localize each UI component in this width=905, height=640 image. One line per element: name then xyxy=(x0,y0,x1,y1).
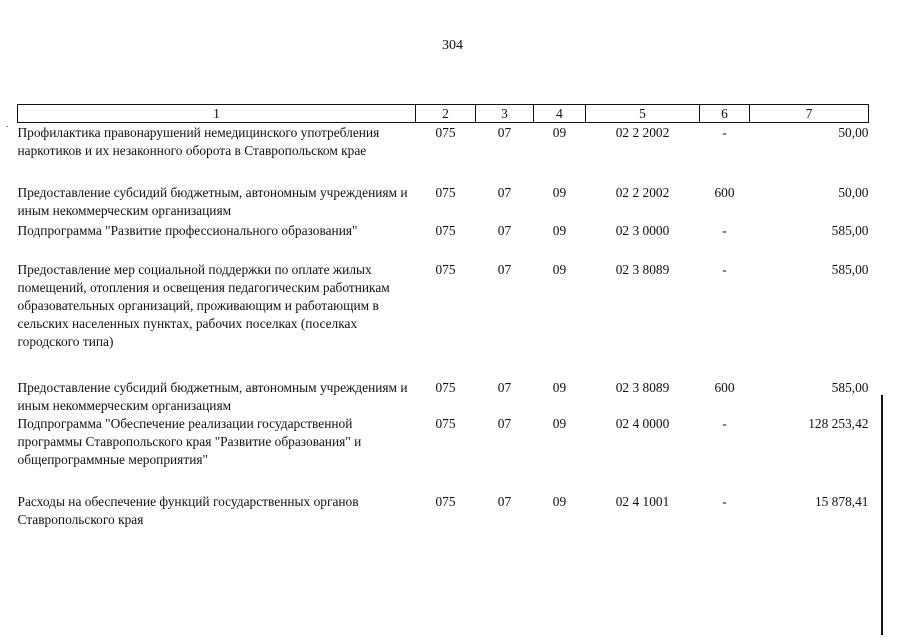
row-target-article: 02 4 0000 xyxy=(615,416,670,431)
row-expense-type: - xyxy=(722,416,727,431)
row-expense-type: - xyxy=(722,223,727,238)
page-edge-line xyxy=(881,395,883,635)
row-target-article: 02 3 8089 xyxy=(615,262,670,277)
budget-table xyxy=(17,104,869,533)
row-ministry-code: 075 xyxy=(435,416,456,431)
header-col-6: 6 xyxy=(700,105,750,123)
row-section: 07 xyxy=(497,380,512,395)
row-ministry-code: 075 xyxy=(435,125,456,140)
row-subsection: 09 xyxy=(552,494,567,509)
row-expense-type: 600 xyxy=(714,380,735,395)
row-name: Профилактика правонарушений немедицинского употребления наркотиков и их незаконного оборота в Ставропольском крае xyxy=(17,125,380,158)
row-amount: 15 878,41 xyxy=(814,494,869,509)
row-subsection: 09 xyxy=(552,223,567,238)
header-col-4: 4 xyxy=(534,105,586,123)
row-ministry-code: 075 xyxy=(435,223,456,238)
scan-speck xyxy=(6,126,8,127)
row-ministry-code: 075 xyxy=(435,185,456,200)
row-expense-type: - xyxy=(722,262,727,277)
header-row xyxy=(18,105,869,123)
row-subsection: 09 xyxy=(552,185,567,200)
table-row xyxy=(18,222,869,260)
row-amount: 50,00 xyxy=(838,185,869,200)
row-target-article: 02 3 8089 xyxy=(615,380,670,395)
header-col-5: 5 xyxy=(586,105,700,123)
table-row xyxy=(18,415,869,490)
page-number: 304 xyxy=(442,38,463,53)
row-expense-type: - xyxy=(722,494,727,509)
row-ministry-code: 075 xyxy=(435,380,456,395)
row-ministry-code: 075 xyxy=(435,494,456,509)
row-name: Подпрограмма "Обеспечение реализации государственной программы Ставропольского края "Развитие образования" и общепрограммные мероприятия" xyxy=(17,416,362,467)
table-row xyxy=(18,490,869,533)
table-row xyxy=(18,260,869,374)
row-name: Предоставление субсидий бюджетным, автономным учреждениям и иным некоммерческим организациям xyxy=(17,380,408,413)
header-col-7: 7 xyxy=(750,105,869,123)
row-expense-type: 600 xyxy=(714,185,735,200)
header-col-2: 2 xyxy=(416,105,476,123)
row-section: 07 xyxy=(497,223,512,238)
row-subsection: 09 xyxy=(552,416,567,431)
row-section: 07 xyxy=(497,494,512,509)
row-expense-type: - xyxy=(722,125,727,140)
row-subsection: 09 xyxy=(552,125,567,140)
table-row xyxy=(18,374,869,415)
header-col-3: 3 xyxy=(476,105,534,123)
row-subsection: 09 xyxy=(552,262,567,277)
row-target-article: 02 2 2002 xyxy=(615,125,670,140)
row-amount: 128 253,42 xyxy=(808,416,869,431)
table-row xyxy=(18,180,869,222)
row-section: 07 xyxy=(497,185,512,200)
row-target-article: 02 4 1001 xyxy=(615,494,670,509)
row-amount: 585,00 xyxy=(831,262,869,277)
row-ministry-code: 075 xyxy=(435,262,456,277)
row-name: Предоставление субсидий бюджетным, автономным учреждениям и иным некоммерческим организациям xyxy=(17,185,408,218)
row-amount: 585,00 xyxy=(831,380,869,395)
row-target-article: 02 3 0000 xyxy=(615,223,670,238)
row-name: Предоставление мер социальной поддержки по оплате жилых помещений, отопления и освещения педагогическим работникам образовательных организаций, проживающим и работающим в сельских населенных пунктах, рабочих поселках (поселках городского типа) xyxy=(17,262,390,349)
row-section: 07 xyxy=(497,125,512,140)
table-row xyxy=(18,123,869,181)
header-col-1: 1 xyxy=(18,105,416,123)
row-amount: 50,00 xyxy=(838,125,869,140)
row-target-article: 02 2 2002 xyxy=(615,185,670,200)
row-section: 07 xyxy=(497,262,512,277)
row-name: Расходы на обеспечение функций государственных органов Ставропольского края xyxy=(17,494,359,527)
row-subsection: 09 xyxy=(552,380,567,395)
row-amount: 585,00 xyxy=(831,223,869,238)
row-name: Подпрограмма "Развитие профессионального образования" xyxy=(17,223,358,238)
row-section: 07 xyxy=(497,416,512,431)
